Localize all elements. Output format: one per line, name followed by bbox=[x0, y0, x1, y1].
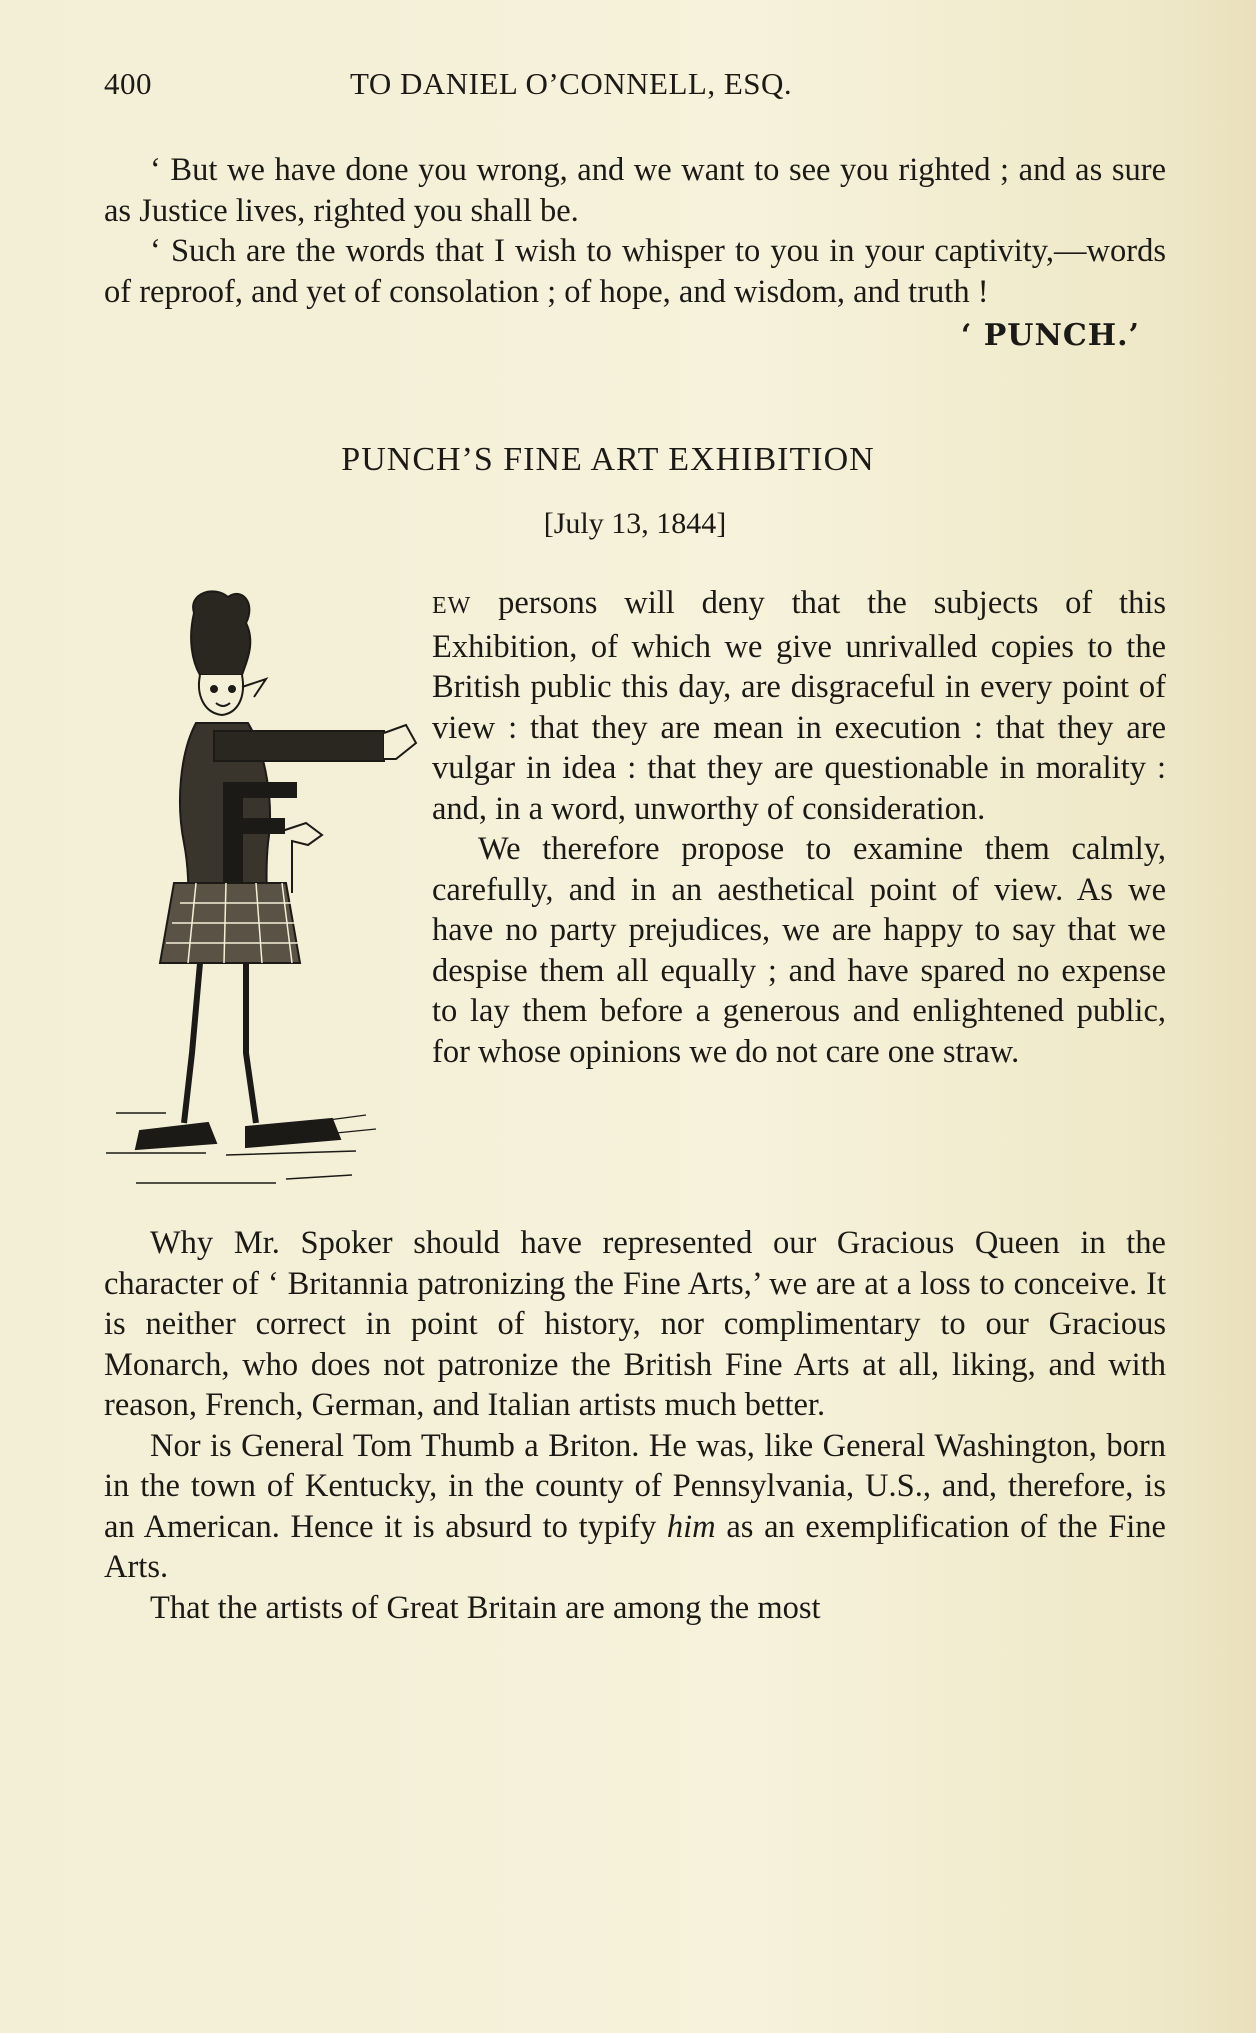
running-head bbox=[104, 60, 1166, 106]
article-date: [July 13, 1844] bbox=[543, 507, 727, 540]
article-paragraph-5: That the artists of Great Britain are among the most bbox=[150, 1589, 821, 1626]
article-paragraph-4 bbox=[104, 1426, 1166, 1588]
article-paragraph-4-emphasis: him bbox=[666, 1508, 716, 1545]
page bbox=[104, 60, 1166, 1628]
punch-signature: ‘ PUNCH.’ bbox=[960, 318, 1140, 353]
intro-paragraph-1: ‘ But we have done you wrong, and we want to see you righted ; and as sure as Justice lives, righted you shall be. bbox=[104, 152, 1166, 229]
running-head-title: TO DANIEL O’CONNELL, ESQ. bbox=[350, 66, 793, 101]
article-paragraph-4-b: as an exemplification of the Fine Arts. bbox=[104, 1508, 1166, 1585]
figure-drawing bbox=[96, 583, 432, 1223]
intro-paragraph-2: ‘ Such are the words that I wish to whisper to you in your captivity,—words of reproof, and yet of consolation ; of hope, and wisdom, and truth ! bbox=[104, 233, 1166, 310]
article-paragraph-1-text: persons will deny that the subjects of this Exhibition, of which we give unrivalled copies to the British public this day, are disgraceful in every point of view : that they are mean in execution : that they are vulgar in idea : that they are questionable in morality : and, in a word, unworthy of consideration. bbox=[432, 585, 1166, 827]
page-number: 400 bbox=[104, 66, 152, 101]
article-body bbox=[104, 583, 1166, 1628]
article-paragraph-4-a: Nor is General Tom Thumb a Briton. He was, like General Washington, born in the town of Kentucky, in the county of Pennsylvania, U.S., and, therefore, is an American. Hence it is absurd to typify bbox=[104, 1427, 1166, 1545]
article-paragraph-2: We therefore propose to examine them calmly, carefully, and in an aesthetical point of view. As we have no party prejudices, we are happy to say that we despise them all equally ; and have spared no expense to lay them before a generous and enlightened public, for whose opinions we do not care one straw. bbox=[432, 831, 1166, 1070]
drop-cap-letters: EW bbox=[432, 593, 472, 619]
article-paragraph-3: Why Mr. Spoker should have represented our Gracious Queen in the character of ‘ Britannia patronizing the Fine Arts,’ we are at a loss to conceive. It is neither correct in point of history, nor complimentary to our Gracious Monarch, who does not patronize the British Fine Arts at all, liking, and with reason, French, German, and Italian artists much better. bbox=[104, 1225, 1166, 1423]
article-title: PUNCH’S FINE ART EXHIBITION bbox=[341, 441, 875, 478]
drop-cap-illustration bbox=[96, 583, 432, 1223]
